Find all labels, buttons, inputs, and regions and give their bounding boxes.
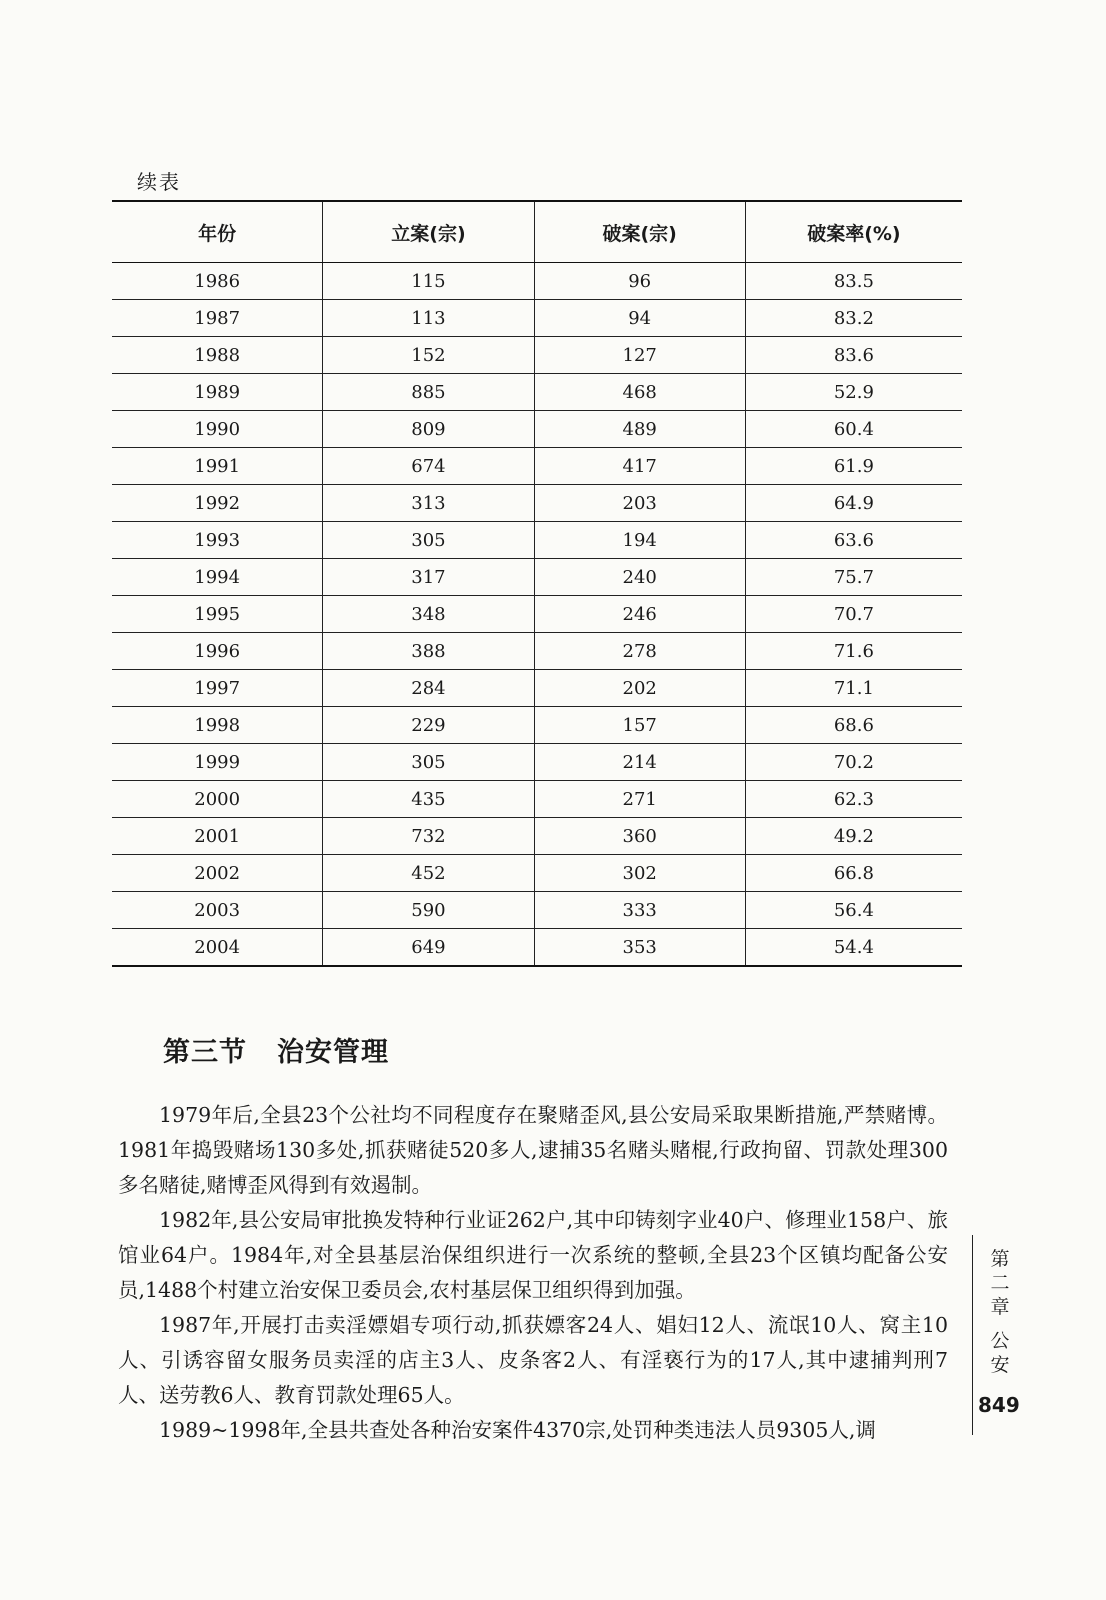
- cell-cases-filed: 885: [323, 374, 534, 411]
- chapter-char-3: 章: [990, 1296, 1010, 1318]
- cell-year: 2002: [112, 855, 323, 892]
- table-row: [112, 929, 962, 967]
- cell-solve-rate: 75.7: [745, 559, 962, 596]
- cell-year: 1999: [112, 744, 323, 781]
- cell-cases-filed: 388: [323, 633, 534, 670]
- cell-cases-solved: 94: [534, 300, 745, 337]
- cell-cases-solved: 468: [534, 374, 745, 411]
- cell-cases-filed: 317: [323, 559, 534, 596]
- table-row: [112, 744, 962, 781]
- chapter-char-2: 二: [990, 1272, 1010, 1294]
- table-row: [112, 448, 962, 485]
- cell-year: 1988: [112, 337, 323, 374]
- cell-year: 2001: [112, 818, 323, 855]
- cell-cases-solved: 96: [534, 263, 745, 300]
- cell-solve-rate: 70.2: [745, 744, 962, 781]
- chapter-title-char-1: 公: [990, 1330, 1010, 1352]
- cell-year: 1994: [112, 559, 323, 596]
- header-solve-rate: 破案率(%): [745, 201, 962, 263]
- cell-cases-filed: 809: [323, 411, 534, 448]
- table-row: [112, 337, 962, 374]
- cell-cases-filed: 732: [323, 818, 534, 855]
- cell-solve-rate: 64.9: [745, 485, 962, 522]
- table-row: [112, 411, 962, 448]
- cell-cases-filed: 313: [323, 485, 534, 522]
- cell-solve-rate: 83.2: [745, 300, 962, 337]
- running-header-chapter: [988, 1247, 1012, 1377]
- paragraph-1979: 1979年后,全县23个公社均不同程度存在聚赌歪风,县公安局采取果断措施,严禁赌博。1981年捣毁赌场130多处,抓获赌徒520多人,逮捕35名赌头赌棍,行政拘留、罚款处理300多名赌徒,赌博歪风得到有效遏制。: [118, 1103, 948, 1197]
- table-row: [112, 855, 962, 892]
- cell-year: 2000: [112, 781, 323, 818]
- cell-cases-solved: 278: [534, 633, 745, 670]
- table-row: [112, 818, 962, 855]
- table-caption: 续表: [137, 170, 181, 194]
- cell-cases-filed: 590: [323, 892, 534, 929]
- cell-solve-rate: 61.9: [745, 448, 962, 485]
- cell-cases-filed: 115: [323, 263, 534, 300]
- cell-cases-filed: 113: [323, 300, 534, 337]
- paragraph-1987: 1987年,开展打击卖淫嫖娼专项行动,抓获嫖客24人、娼妇12人、流氓10人、窝主10人、引诱容留女服务员卖淫的店主3人、皮条客2人、有淫亵行为的17人,其中逮捕判刑7人、送劳教6人、教育罚款处理65人。: [118, 1313, 948, 1407]
- cell-cases-solved: 333: [534, 892, 745, 929]
- cell-solve-rate: 56.4: [745, 892, 962, 929]
- table-row: [112, 300, 962, 337]
- table-row: [112, 485, 962, 522]
- table-row: [112, 670, 962, 707]
- cell-year: 1992: [112, 485, 323, 522]
- cell-cases-solved: 302: [534, 855, 745, 892]
- chapter-title-char-2: 安: [990, 1354, 1010, 1376]
- cell-solve-rate: 66.8: [745, 855, 962, 892]
- cell-solve-rate: 71.6: [745, 633, 962, 670]
- cell-cases-filed: 649: [323, 929, 534, 967]
- header-row: [112, 201, 962, 263]
- table-row: [112, 374, 962, 411]
- table-row: [112, 596, 962, 633]
- table-row: [112, 522, 962, 559]
- cell-cases-solved: 214: [534, 744, 745, 781]
- table-row: [112, 263, 962, 300]
- cell-year: 1990: [112, 411, 323, 448]
- table-row: [112, 559, 962, 596]
- cell-cases-filed: 152: [323, 337, 534, 374]
- cell-solve-rate: 83.5: [745, 263, 962, 300]
- cell-year: 1995: [112, 596, 323, 633]
- cell-cases-filed: 229: [323, 707, 534, 744]
- cell-year: 1986: [112, 263, 323, 300]
- cell-solve-rate: 68.6: [745, 707, 962, 744]
- cell-cases-filed: 452: [323, 855, 534, 892]
- cell-cases-solved: 246: [534, 596, 745, 633]
- cell-solve-rate: 62.3: [745, 781, 962, 818]
- cell-solve-rate: 54.4: [745, 929, 962, 967]
- cell-cases-filed: 348: [323, 596, 534, 633]
- cell-cases-filed: 435: [323, 781, 534, 818]
- table-row: [112, 707, 962, 744]
- case-statistics-table: [112, 200, 962, 967]
- cell-year: 1997: [112, 670, 323, 707]
- cell-cases-solved: 360: [534, 818, 745, 855]
- cell-cases-filed: 284: [323, 670, 534, 707]
- cell-cases-solved: 157: [534, 707, 745, 744]
- cell-cases-solved: 353: [534, 929, 745, 967]
- header-year: 年份: [112, 201, 323, 263]
- cell-year: 1991: [112, 448, 323, 485]
- cell-cases-solved: 240: [534, 559, 745, 596]
- cell-cases-solved: 417: [534, 448, 745, 485]
- margin-divider: [972, 1235, 973, 1435]
- cell-cases-solved: 127: [534, 337, 745, 374]
- cell-solve-rate: 70.7: [745, 596, 962, 633]
- body-text: [118, 1098, 948, 1448]
- cell-cases-solved: 194: [534, 522, 745, 559]
- cell-year: 2004: [194, 936, 241, 958]
- paragraph-1982: 1982年,县公安局审批换发特种行业证262户,其中印铸刻字业40户、修理业158户、旅馆业64户。1984年,对全县基层治保组织进行一次系统的整顿,全县23个区镇均配备公安员,1488个村建立治安保卫委员会,农村基层保卫组织得到加强。: [118, 1208, 948, 1302]
- cell-year: 1989: [112, 374, 323, 411]
- cell-cases-filed: 674: [323, 448, 534, 485]
- cell-cases-filed: 305: [323, 744, 534, 781]
- cell-cases-solved: 202: [534, 670, 745, 707]
- header-cases-filed: 立案(宗): [323, 201, 534, 263]
- page-number: 849: [978, 1393, 1020, 1417]
- table-row: [112, 892, 962, 929]
- paragraph-1989: 1989~1998年,全县共查处各种治安案件4370宗,处罚种类违法人员9305人,调: [159, 1418, 876, 1442]
- cell-cases-solved: 271: [534, 781, 745, 818]
- cell-solve-rate: 49.2: [745, 818, 962, 855]
- cell-solve-rate: 71.1: [745, 670, 962, 707]
- cell-year: 1993: [112, 522, 323, 559]
- table-row: [112, 781, 962, 818]
- cell-year: 2003: [112, 892, 323, 929]
- cell-solve-rate: 60.4: [745, 411, 962, 448]
- cell-year: 1996: [112, 633, 323, 670]
- cell-year: 1987: [112, 300, 323, 337]
- cell-solve-rate: 52.9: [745, 374, 962, 411]
- chapter-char-1: 第: [990, 1248, 1010, 1270]
- cell-solve-rate: 83.6: [745, 337, 962, 374]
- cell-cases-filed: 305: [323, 522, 534, 559]
- table-body: [112, 263, 962, 967]
- section-title: 治安管理: [277, 1037, 389, 1068]
- cell-year: 1998: [112, 707, 323, 744]
- table-row: [112, 633, 962, 670]
- section-heading: [163, 1030, 389, 1069]
- table-header: [112, 201, 962, 263]
- cell-cases-solved: 489: [534, 411, 745, 448]
- section-number: 第三节: [163, 1037, 247, 1068]
- cell-solve-rate: 63.6: [745, 522, 962, 559]
- header-cases-solved: 破案(宗): [534, 201, 745, 263]
- cell-cases-solved: 203: [534, 485, 745, 522]
